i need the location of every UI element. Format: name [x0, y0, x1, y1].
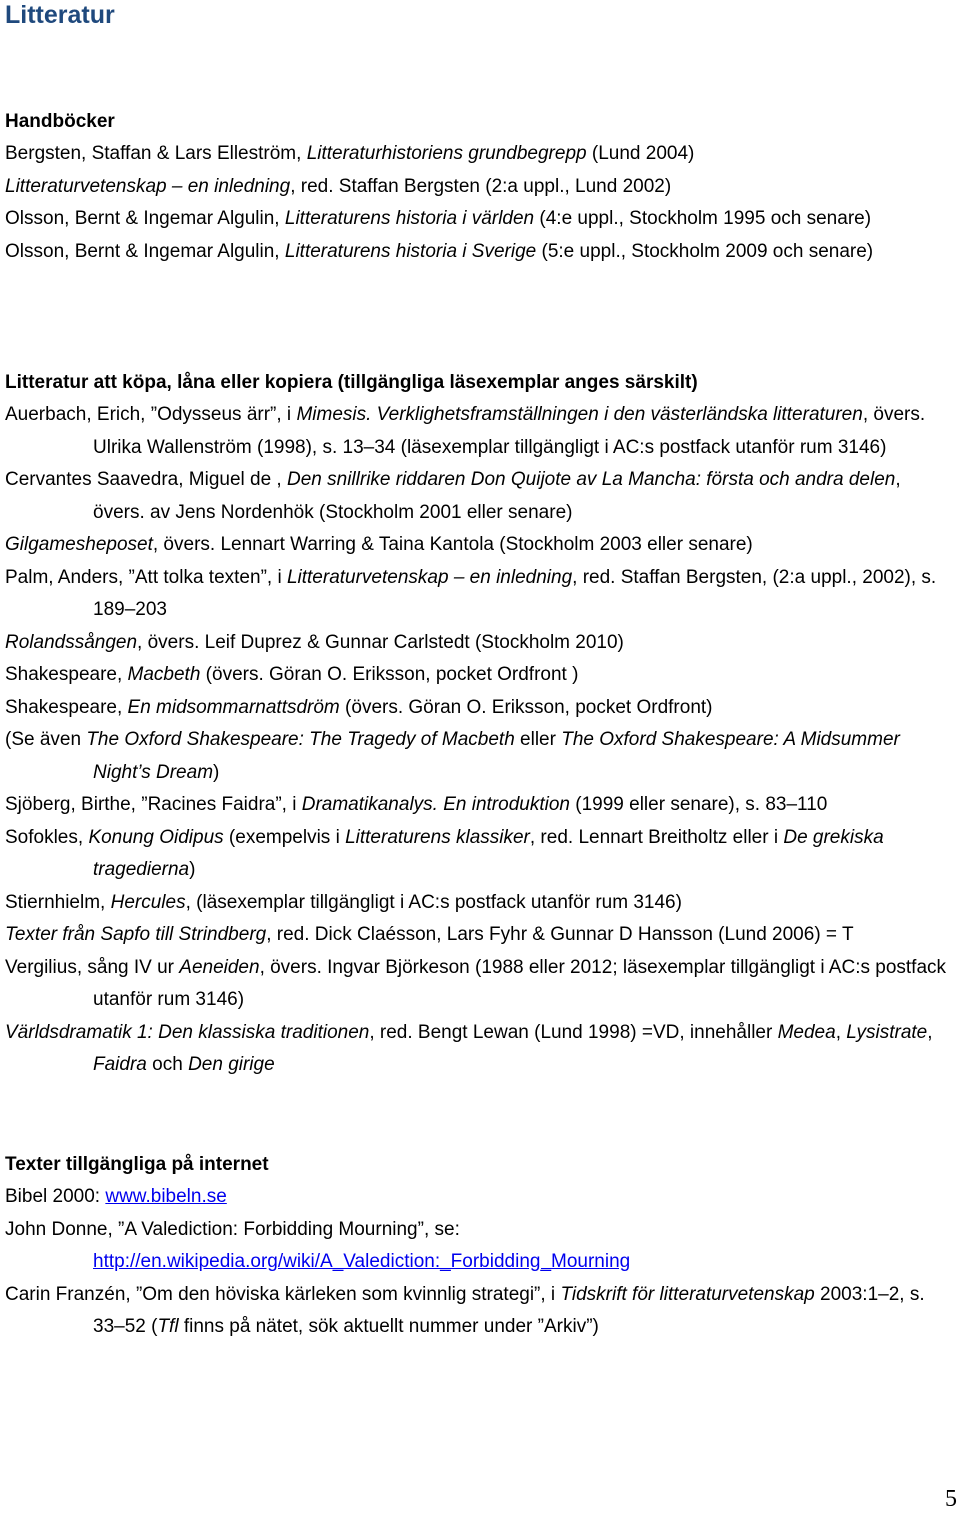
entry-text: John Donne, ”A Valediction: Forbidding Mourning”, se: — [5, 1218, 460, 1240]
entry-text: 2003:1–2, s. 33–52 ( — [93, 1283, 925, 1337]
entry-text: , övers. Ingvar Björkeson (1988 eller 2012; läsexemplar tillgängligt i AC:s postfack utanför rum 3146) — [93, 956, 947, 1010]
section-litteratur-att-kopa — [5, 367, 955, 1082]
italic-title: Hercules — [110, 891, 186, 913]
section-texter-pa-internet — [5, 1149, 955, 1344]
reference-entry — [5, 236, 955, 269]
entry-text: Bergsten, Staffan & Lars Elleström, — [5, 143, 307, 164]
page-title: Litteratur — [5, 1, 115, 29]
entry-text: , red. Lennart Breitholtz eller i — [529, 826, 784, 848]
entry-text: (4:e uppl., Stockholm 1995 och senare) — [534, 208, 872, 229]
entry-text: Sofokles, — [5, 826, 89, 848]
italic-title: Mimesis. Verklighetsframställningen i den västerländska litteraturen — [296, 404, 863, 425]
entry-text: (övers. Göran O. Eriksson, pocket Ordfront ) — [200, 664, 579, 685]
entry-text: finns på nätet, sök aktuellt nummer under ”Arkiv”) — [178, 1316, 599, 1337]
italic-title: The Oxford Shakespeare: A Midsummer Night’s Dream — [93, 729, 900, 783]
reference-entry — [5, 724, 955, 789]
italic-title: Dramatikanalys. En introduktion — [301, 794, 570, 815]
italic-title: Litteraturens klassiker — [345, 826, 530, 848]
reference-entry — [5, 203, 955, 236]
reference-entry — [5, 659, 955, 692]
italic-title: Aeneiden — [179, 956, 260, 978]
entry-text: , (läsexemplar tillgängligt i AC:s postfack utanför rum 3146) — [185, 891, 682, 913]
entry-text: , red. Dick Claésson, Lars Fyhr & Gunnar D Hansson (Lund 2006) = T — [266, 924, 854, 945]
italic-title: Litteraturens historia i världen — [284, 208, 535, 229]
entry-text: , red. Staffan Bergsten (2:a uppl., Lund 2002) — [290, 175, 672, 197]
italic-title: Macbeth — [127, 664, 201, 685]
entry-text: ) — [189, 859, 196, 880]
reference-entry — [5, 1181, 955, 1214]
italic-title: Konung Oidipus — [88, 826, 224, 848]
entry-text: Olsson, Bernt & Ingemar Algulin, — [5, 240, 285, 262]
entry-text: Palm, Anders, ”Att tolka texten”, i — [5, 566, 287, 588]
italic-title: Litteraturens historia i Sverige — [284, 240, 537, 262]
reference-entry — [5, 1214, 955, 1279]
entry-text: (Se även — [5, 729, 87, 750]
italic-title: Litteraturhistoriens grundbegrepp — [306, 143, 587, 164]
italic-title: Gilgamesheposet — [5, 534, 153, 555]
italic-title: Den snillrike riddaren Don Quijote av La Mancha: första och andra delen — [287, 469, 896, 490]
reference-entry — [5, 919, 955, 952]
reference-link[interactable]: www.bibeln.se — [105, 1186, 227, 1207]
reference-entry — [5, 464, 955, 529]
entry-text: , övers. Leif Duprez & Gunnar Carlstedt (Stockholm 2010) — [137, 631, 624, 653]
reference-entry — [5, 952, 955, 1017]
reference-entry — [5, 692, 955, 725]
entry-text: Vergilius, sång IV ur — [5, 956, 180, 978]
reference-entry — [5, 822, 955, 887]
italic-title: Världsdramatik 1: Den klassiska traditionen — [5, 1021, 370, 1043]
entry-text: , övers. av Jens Nordenhök (Stockholm 2001 eller senare) — [93, 469, 901, 523]
reference-entry — [5, 562, 955, 627]
reference-entry — [5, 1279, 955, 1344]
entry-text: Shakespeare, — [5, 664, 128, 685]
entry-list — [5, 399, 955, 1082]
entry-text: eller — [514, 729, 562, 750]
reference-entry — [5, 887, 955, 920]
italic-title: Medea — [777, 1021, 836, 1043]
entry-text: Auerbach, Erich, ”Odysseus ärr”, i — [5, 404, 297, 425]
entry-text: (exempelvis i — [223, 826, 346, 848]
italic-title: De grekiska tragedierna — [93, 826, 884, 880]
reference-entry — [5, 399, 955, 464]
entry-text: Stiernhielm, — [5, 891, 111, 913]
italic-title: The Oxford Shakespeare: The Tragedy of Macbeth — [86, 729, 515, 750]
entry-text: Olsson, Bernt & Ingemar Algulin, — [5, 208, 285, 229]
entry-text: Shakespeare, — [5, 696, 128, 718]
entry-text: Carin Franzén, ”Om den höviska kärleken som kvinnlig strategi”, i — [5, 1283, 561, 1305]
entry-text: , — [927, 1021, 933, 1043]
italic-title: Rolandssången — [5, 631, 138, 653]
italic-title: Texter från Sapfo till Strindberg — [5, 924, 267, 945]
entry-text: ) — [213, 761, 220, 783]
section-heading: Handböcker — [5, 111, 115, 132]
entry-list — [5, 1181, 955, 1344]
entry-text: (Lund 2004) — [586, 143, 695, 164]
italic-title: Litteraturvetenskap – en inledning — [286, 566, 573, 588]
section-handbocker — [5, 106, 955, 268]
entry-text: (1999 eller senare), s. 83–110 — [569, 794, 828, 815]
entry-text: , övers. Ulrika Wallenström (1998), s. 13–34 (läsexemplar tillgängligt i AC:s postfack utanför rum 3146) — [93, 404, 926, 458]
section-heading: Texter tillgängliga på internet — [5, 1154, 269, 1175]
reference-entry — [5, 789, 955, 822]
reference-entry — [5, 171, 955, 204]
entry-list — [5, 138, 955, 268]
reference-entry — [5, 529, 955, 562]
entry-text: Sjöberg, Birthe, ”Racines Faidra”, i — [5, 794, 302, 815]
entry-text: Cervantes Saavedra, Miguel de , — [5, 469, 287, 490]
entry-text: , — [835, 1021, 847, 1043]
reference-entry — [5, 1017, 955, 1082]
entry-text: och — [146, 1054, 189, 1075]
italic-title: Tfl — [157, 1316, 179, 1337]
reference-entry — [5, 138, 955, 171]
entry-text: , red. Staffan Bergsten, (2:a uppl., 2002), s. 189–203 — [93, 566, 937, 620]
reference-entry — [5, 627, 955, 660]
entry-text: , övers. Lennart Warring & Taina Kantola (Stockholm 2003 eller senare) — [152, 534, 753, 555]
entry-text: (övers. Göran O. Eriksson, pocket Ordfront) — [339, 696, 713, 718]
reference-link[interactable]: http://en.wikipedia.org/wiki/A_Valediction:_Forbidding_Mourning — [93, 1251, 631, 1272]
entry-text: Bibel 2000: — [5, 1186, 106, 1207]
italic-title: Lysistrate — [846, 1021, 928, 1043]
page-number: 5 — [945, 1486, 957, 1512]
italic-title: Den girige — [188, 1054, 275, 1075]
entry-text: , red. Bengt Lewan (Lund 1998) =VD, innehåller — [369, 1021, 778, 1043]
section-heading: Litteratur att köpa, låna eller kopiera (tillgängliga läsexemplar anges särskilt) — [5, 372, 698, 393]
italic-title: Litteraturvetenskap – en inledning — [5, 175, 291, 197]
italic-title: Faidra — [93, 1054, 147, 1075]
entry-text: (5:e uppl., Stockholm 2009 och senare) — [536, 240, 874, 262]
italic-title: En midsommarnattsdröm — [127, 696, 340, 718]
italic-title: Tidskrift för litteraturvetenskap — [560, 1283, 815, 1305]
